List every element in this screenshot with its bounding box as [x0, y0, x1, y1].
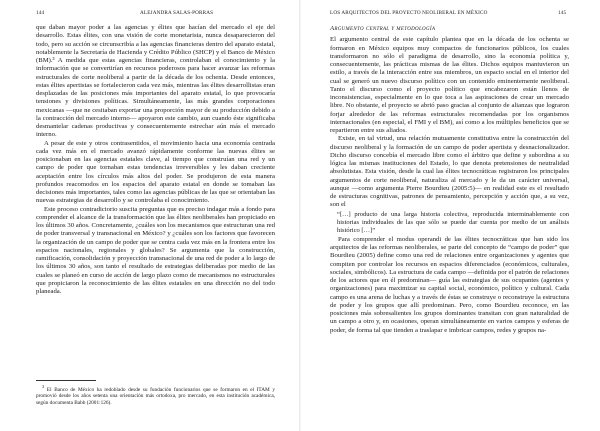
section-heading: Argumento central y metodología — [330, 25, 436, 32]
body-text — [330, 25, 569, 335]
footnote-marker: 3 — [42, 384, 45, 389]
page-number: 145 — [558, 10, 567, 16]
paragraph: Este proceso contradictorio suscita preguntas que es preciso indagar más a fondo para comprender el alcance de la transformación que las élites neoliberales han propiciado en los últimos 30 años. Concretamente, ¿cuáles son los mecanismos que estructuran una red de poder transversal y transnacional en México? y ¿cuáles son los factores que favorecen la organización de un campo de poder que se centra cada vez más en la frontera entre los espacios nacionales, regionales y globales? Se argumenta que la construcción, ramificación, consolidación y proyección transnacional de una red de poder a lo largo de los últimos 30 años, son tanto el resultado de estrategias deliberadas por medio de las cuales se planeó en curso de acción de largo plazo como de mecanismos no estructurales que propiciaron la reconocimiento de las élites estatales en una dirección no del todo planeada. — [36, 205, 275, 295]
paragraph: Para comprender el modus operandi de las élites tecnocráticas que han sido los arquitectos de las reformas neoliberales, se parte del concepto de “campo de poder” que Bourdieu (2005) define como una red de relaciones entre organizaciones y agentes que compiten por controlar los recursos en espacios diferenciados (económicos, culturales, sociales, simbólicos). La estructura de cada campo —definida por el patrón de relaciones de los actores que en él predominan— guía las estrategias de sus ocupantes (agentes y organizaciones) para maximizar su capital social, económico, político y cultural. Cada campo es una arena de luchas y a través de éstas se construye o reconstruye la estructura de poder y los grupos que allí predominan. Pero, como Bourdieu reconoce, en las posiciones más sobresalientes los grupos dominantes transitan con gran naturalidad de un campo a otro y, en ocasiones, operan simultáneamente en varios campos y esferas de poder, de forma tal que tienden a traslapar e imbricar campos, redes y grupos na- — [330, 235, 569, 334]
paragraph: Existe, en tal virtud, una relación mutuamente constitutiva entre la construcción del discurso neoliberal y la formación de un campo de poder apertista y desnacionalizador. Dicho discurso concebía el mercado libre como el árbitro que define y subordina a su lógica las mismas instituciones del Estado, lo que denota pretensiones de neutralidad absolutistas. Esta visión, desde la cual las élites tecnocráticas registraron los principales argumentos de corte neoliberal, naturaliza al mercado y le da un carácter universal, aunque —como argumenta Pierre Bourdieu (2005:5)— en realidad este es el resultado de estructuras cognitivas, patrones de pensamiento, percepción y acción que, a su vez, son el — [330, 135, 569, 209]
page-number: 144 — [36, 10, 45, 16]
running-head: LOS ARQUITECTOS DEL PROYECTO NEOLIBERAL EN MÉXICO — [330, 10, 488, 16]
footnote-divider — [36, 380, 96, 381]
body-text — [36, 24, 275, 296]
paragraph: El argumento central de este capítulo plantea que en la década de los ochenta se formaron en México equipos muy compactos de funcionarios públicos, los cuales transformaron no sólo el paradigma de desarrollo, sino la economía política y, consecuentemente, las prácticas mismas de las élites. Dichos equipos mantuvieron un estilo, a través de la interacción entre sus miembros, un espacio social en el interior del cual se generó un nuevo discurso político con un contenido eminentemente neoliberal. Tanto el discurso como el proyecto político que encabezaron están llenos de inconsistencias, especialmente en lo que toca a las aspiraciones de crear un mercado libre. No obstante, el proyecto se abrió paso gracias al conjunto de alianzas que lograron forjar alrededor de las reformas estructurales recomendadas por los organismos internacionales (en especial, el FMI y el BM), así como a los múltiples beneficios que se repartieron entre sus aliados. — [330, 36, 569, 134]
footnote — [36, 384, 275, 406]
paragraph: que daban mayor poder a las agencias y élites que hacían del mercado el eje del desarrollo. Estas élites, con una visión de corte monetarista, nunca desaparecieron del todo, pero su acción se circunscribía a las agencias financieras dentro del aparato estatal, notablemente la Secretaría de Hacienda y Crédito Público (SHCP) y el Banco de México (BM).³ A medida que estas agencias financieras, controlaban el conocimiento y la información que se convertirían en recursos poderosos para hacer avanzar las reformas estructurales de corte neoliberal a partir de la década de los ochenta. Desde entonces, estas élites apertistas se fortalecieron cada vez más, mientras las élites desarrollistas eran desplazadas de las posiciones más importantes del aparato estatal, lo que provocaría tensiones y divisiones políticas. Simultáneamente, las más grandes corporaciones mexicanas —que ne cesitaban exportar una proporción mayor de su producción debido a la contracción del mercado interno— apoyaron este cambio, aun cuando éste significaba desmantelar cadenas productivas y consecuentemente estrechar aún más el mercado interno. — [36, 24, 275, 139]
right-page — [300, 0, 600, 431]
running-head: ALEJANDRA SALAS-PORRAS — [140, 10, 214, 16]
block-quote: “[…] producto de una larga historia colectiva, reproducida interminablemente con historias individuales de las que sólo se puede dar cuenta por medio de un análisis histórico […]” — [337, 210, 569, 234]
footnote-text: El Banco de México ha redoblado desde su fundación funcionarios que se formaron en el ITAM y promovió desde los años setenta una orientación más ortodoxa, pro mercado, en esta institución académica, según documenta Babb (2001:126). — [36, 386, 276, 406]
paragraph: A pesar de este y otros contrasentidos, el movimiento hacia una economía centrada cada vez más en el mercado avanzó rápidamente conforme las nuevas élites se posicionaban en las agencias estatales clave, al tiempo que construían una red y un campo de poder que tornaban estas tendencias irreversibles y les daban creciente aceptación entre los círculos más altos del poder. Se produjeron de esta manera profundos reacomodos en los espacios del aparato estatal en donde se tomaban las decisiones más importantes, tales como las agencias públicas de las que se orientaban las nuevas estrategias de desarrollo y se controlaba el conocimiento. — [36, 139, 275, 205]
